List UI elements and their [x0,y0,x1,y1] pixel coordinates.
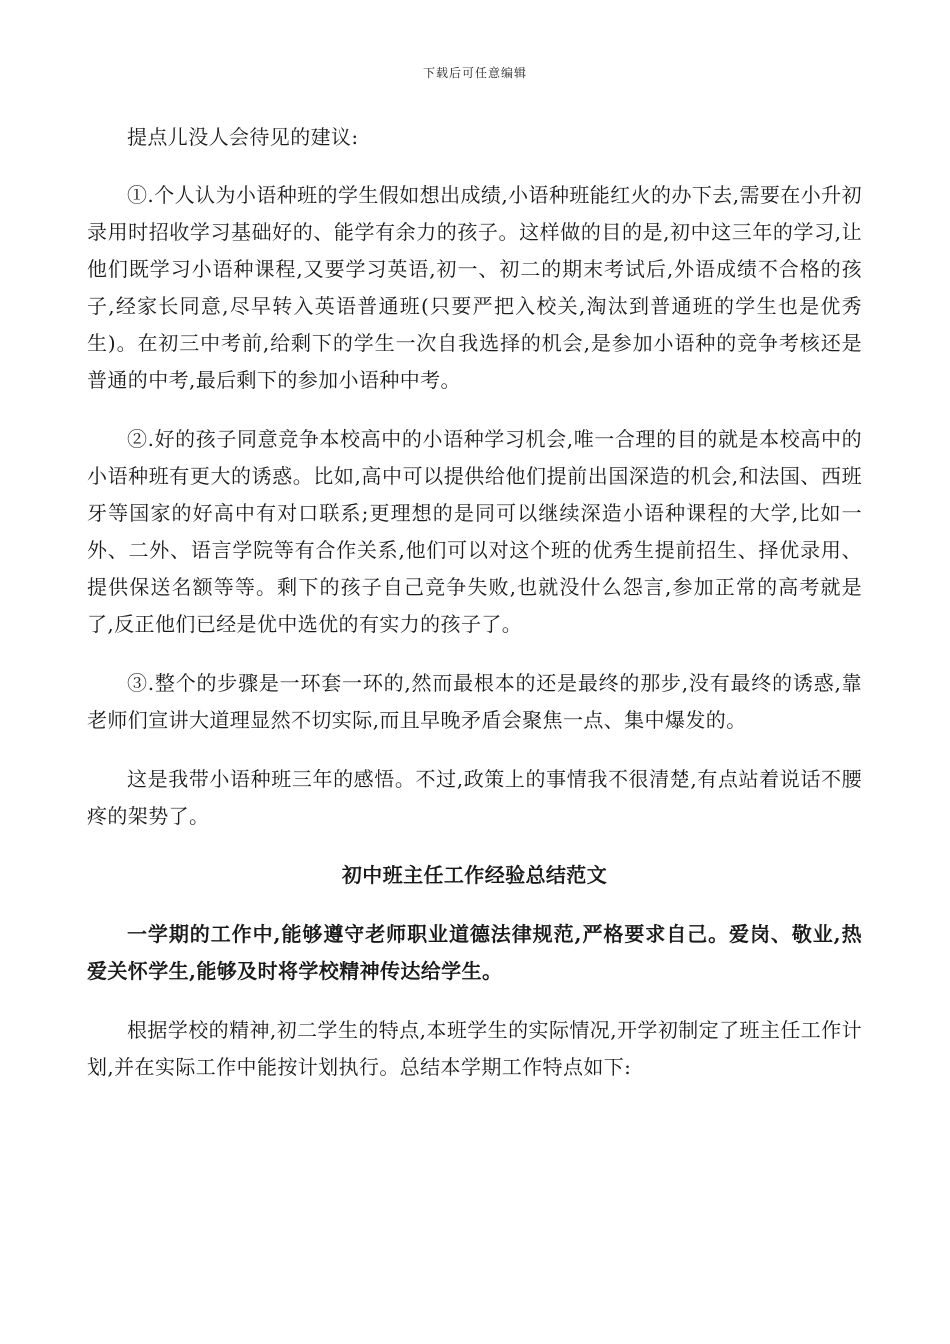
page-header: 下载后可任意编辑 [422,66,527,80]
section-heading: 初中班主任工作经验总结范文 [341,863,608,887]
paragraph-1: ①.个人认为小语种班的学生假如想出成绩,小语种班能红火的办下去,需要在小升初录用时招收学习基础好的、能学有余力的孩子。这样做的目的是,初中这三年的学习,让他们既学习小语种课程,又要学习英语,初一、初二的期末考试后,外语成绩不合格的孩子,经家长同意,尽早转入英语普通班(只要严把入校关,淘汰到普通班的学生也是优秀生)。在初三中考前,给剩下的学生一次自我选择的机会,是参加小语种的竞争考核还是普通的中考,最后剩下的参加小语种中考。 [87,183,862,392]
bold-paragraph: 一学期的工作中,能够遵守老师职业道德法律规范,严格要求自己。爱岗、敬业,热爱关怀学生,能够及时将学校精神传达给学生。 [87,922,862,983]
paragraph-4: 这是我带小语种班三年的感悟。不过,政策上的事情我不很清楚,有点站着说话不腰疼的架势了。 [87,767,862,828]
intro-paragraph: 提点儿没人会待见的建议: [127,125,359,149]
paragraph-2: ②.好的孩子同意竞争本校高中的小语种学习机会,唯一合理的目的就是本校高中的小语种班有更大的诱惑。比如,高中可以提供给他们提前出国深造的机会,和法国、西班牙等国家的好高中有对口联系;更理想的是同可以继续深造小语种课程的大学,比如一外、二外、语言学院等有合作关系,他们可以对这个班的优秀生提前招生、择优录用、提供保送名额等等。剩下的孩子自己竞争失败,也就没什么怨言,参加正常的高考就是了,反正他们已经是优中选优的有实力的孩子了。 [87,427,862,636]
document-body [87,119,862,1108]
paragraph-3: ③.整个的步骤是一环套一环的,然而最根本的还是最终的那步,没有最终的诱惑,靠老师们宣讲大道理显然不切实际,而且早晚矛盾会聚焦一点、集中爆发的。 [87,671,862,732]
paragraph-5: 根据学校的精神,初二学生的特点,本班学生的实际情况,开学初制定了班主任工作计划,并在实际工作中能按计划执行。总结本学期工作特点如下: [87,1018,862,1079]
